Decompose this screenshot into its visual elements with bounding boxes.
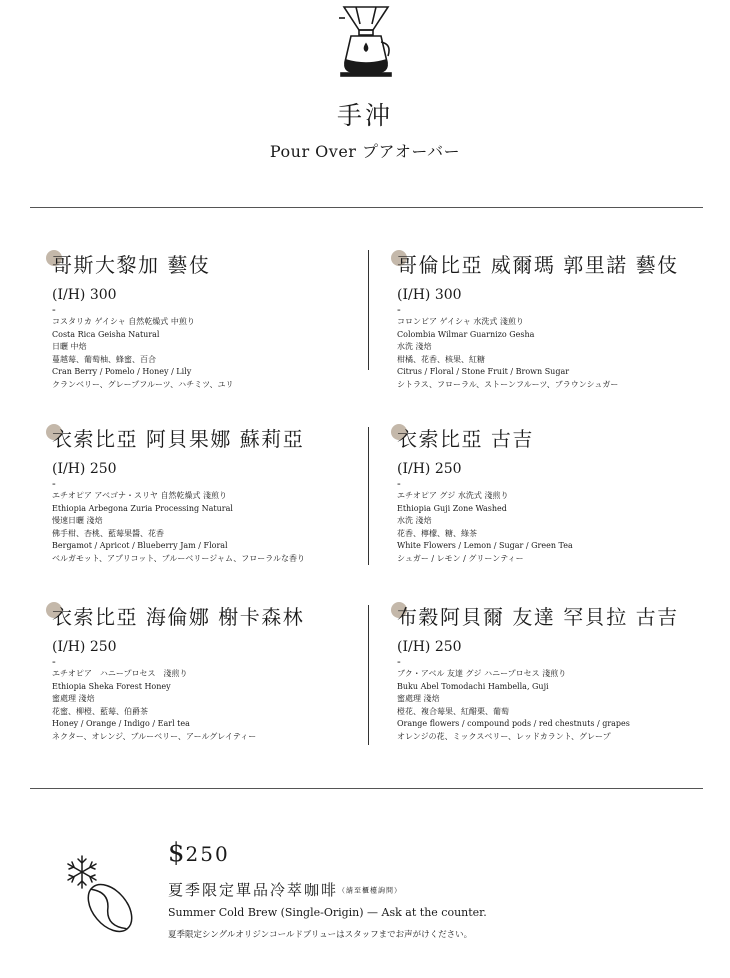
item-dash: - (397, 303, 401, 316)
item-detail: Ethiopia Arbegona Zuria Processing Natural (52, 503, 233, 513)
item-name: 衣索比亞 海倫娜 榭卡森林 (52, 605, 305, 629)
item-dash: - (397, 655, 401, 668)
item-name: 布穀阿貝爾 友達 罕貝拉 古吉 (397, 605, 679, 629)
item-price: (I/H) 250 (397, 461, 462, 477)
item-price: (I/H) 300 (52, 287, 117, 303)
page-title: 手沖 (336, 101, 393, 130)
item-detail: Citrus / Floral / Stone Fruit / Brown Sugar (397, 367, 570, 377)
item-detail: 蜜處理 淺焙 (52, 694, 95, 704)
item-detail: コスタリカ ゲイシャ 自然乾燥式 中煎り (52, 317, 195, 326)
item-name: 衣索比亞 古吉 (397, 427, 534, 451)
currency-symbol: $ (168, 838, 186, 868)
item-price: (I/H) 250 (52, 639, 117, 655)
menu-item (52, 252, 372, 392)
item-detail: Costa Rica Geisha Natural (52, 329, 160, 339)
item-detail: Honey / Orange / Indigo / Earl tea (52, 719, 190, 729)
promo-description-jp: 夏季限定シングルオリジンコールドブリューはスタッフまでお声がけください。 (168, 930, 473, 940)
item-detail: Cran Berry / Pomelo / Honey / Lily (52, 367, 192, 377)
item-detail: 花香、檸檬、糖、綠茶 (397, 528, 477, 538)
item-name: 哥斯大黎加 藝伎 (52, 253, 211, 277)
item-name: 哥倫比亞 威爾瑪 郭里諾 藝伎 (397, 253, 679, 277)
item-dash: - (52, 655, 56, 668)
item-detail: クランベリー、グレープフルーツ、ハチミツ、ユリ (52, 379, 234, 389)
menu-item (397, 426, 717, 566)
item-detail: シトラス、フローラル、ストーンフルーツ、ブラウンシュガー (397, 379, 619, 389)
item-detail: 柑橘、花香、核果、紅糖 (397, 354, 485, 364)
item-detail: Ethiopia Sheka Forest Honey (52, 681, 171, 691)
item-detail: Colombia Wilmar Guarnizo Gesha (397, 329, 535, 339)
menu-item (397, 604, 717, 744)
promo-title (168, 879, 402, 900)
item-detail: シュガー / レモン / グリーンティー (397, 553, 524, 563)
item-detail: White Flowers / Lemon / Sugar / Green Tea (397, 541, 573, 551)
item-detail: 橙花、複合莓果、紅醋栗、葡萄 (397, 706, 509, 716)
item-detail: 水洗 淺焙 (397, 342, 432, 352)
menu-item (397, 252, 717, 392)
item-dash: - (397, 477, 401, 490)
promo-note: （請至櫃檯詢問） (338, 886, 403, 895)
menu-item (52, 604, 372, 744)
item-detail: ネクター、オレンジ、ブルーベリー、アールグレイティー (52, 731, 257, 741)
pour-over-dripper-icon (336, 4, 396, 78)
item-detail: エチオピア グジ 水洗式 淺煎り (397, 491, 509, 500)
item-detail: 蜜處理 淺焙 (397, 694, 440, 704)
promo-price-value: 250 (185, 842, 230, 866)
item-detail: Bergamot / Apricot / Blueberry Jam / Floral (52, 541, 228, 551)
promo-description-en: Summer Cold Brew (Single-Origin) — Ask at the counter. (168, 906, 487, 919)
snowflake-coffee-bean-icon (62, 850, 142, 940)
item-detail: Ethiopia Guji Zone Washed (397, 503, 507, 513)
item-name: 衣索比亞 阿貝果娜 蘇莉亞 (52, 427, 305, 451)
bottom-divider (30, 788, 703, 789)
item-detail: 花蜜、柳橙、藍莓、伯爵茶 (52, 706, 148, 716)
item-dash: - (52, 477, 56, 490)
promo-title-text: 夏季限定單品冷萃咖啡 (168, 881, 339, 899)
promo-price (168, 838, 230, 868)
top-divider (30, 207, 703, 208)
item-detail: 蔓越莓、葡萄柚、蜂蜜、百合 (52, 354, 156, 364)
item-detail: 日曬 中焙 (52, 342, 87, 352)
item-dash: - (52, 303, 56, 316)
menu-item (52, 426, 372, 566)
item-detail: 佛手柑、杏桃、藍莓果醬、花香 (52, 528, 164, 538)
item-detail: ブク・アベル 友達 グジ ハニープロセス 淺煎り (397, 669, 567, 678)
item-detail: Orange flowers / compound pods / red chestnuts / grapes (397, 719, 630, 729)
item-detail: 慢速日曬 淺焙 (52, 516, 103, 526)
item-price: (I/H) 300 (397, 287, 462, 303)
item-price: (I/H) 250 (397, 639, 462, 655)
item-detail: オレンジの花、ミックスベリー、レッドカラント、グレープ (397, 731, 611, 741)
item-detail: コロンビア ゲイシャ 水洗式 淺煎り (397, 317, 524, 326)
item-detail: 水洗 淺焙 (397, 516, 432, 526)
item-price: (I/H) 250 (52, 461, 117, 477)
item-detail: エチオピア ハニープロセス 淺煎り (52, 669, 188, 678)
item-detail: Buku Abel Tomodachi Hambella, Guji (397, 681, 549, 691)
page-subtitle: Pour Over プアオーバー (269, 142, 461, 161)
item-detail: エチオピア アベゴナ・スリヤ 自然乾燥式 淺煎り (52, 491, 227, 500)
item-detail: ベルガモット、アプリコット、ブルーベリージャム、フローラルな香り (52, 553, 306, 563)
